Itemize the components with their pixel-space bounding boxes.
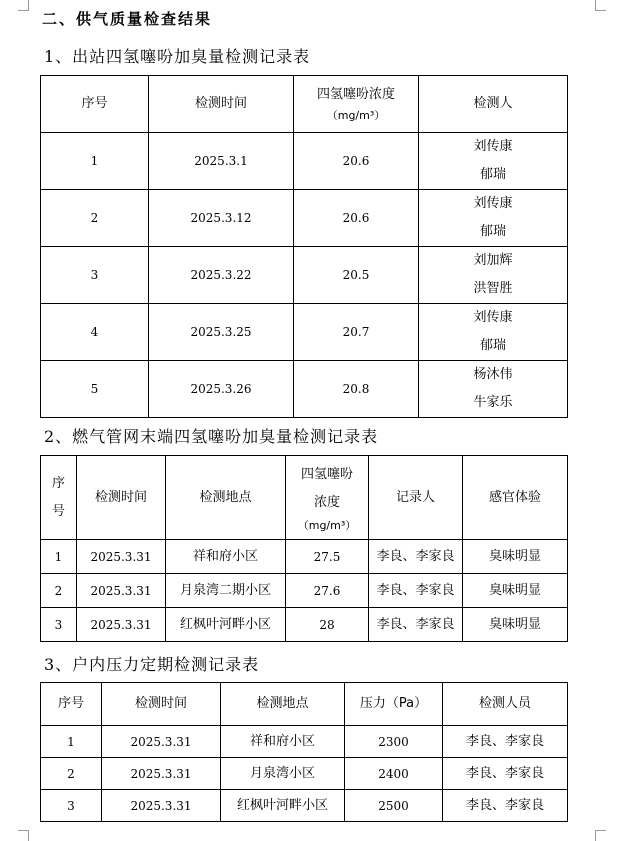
table2-cell-place: 祥和府小区 bbox=[166, 540, 286, 574]
table2-cell-time: 2025.3.31 bbox=[77, 608, 166, 642]
table1-cell-person bbox=[419, 361, 568, 418]
table2-header-no-2: 号 bbox=[51, 503, 65, 519]
corner-mark-bottom-right bbox=[595, 830, 606, 841]
table1-person-1: 刘传康 bbox=[473, 310, 513, 325]
table1-header-time: 检测时间 bbox=[149, 76, 294, 133]
table1-cell-person bbox=[419, 304, 568, 361]
table1-cell-conc: 20.8 bbox=[294, 361, 419, 418]
table3-cell-time: 2025.3.31 bbox=[102, 758, 221, 790]
table1-cell-person bbox=[419, 190, 568, 247]
table2-header-recorder: 记录人 bbox=[369, 456, 463, 540]
table2-header-time: 检测时间 bbox=[77, 456, 166, 540]
table1-header-person: 检测人 bbox=[419, 76, 568, 133]
table-row bbox=[41, 190, 568, 247]
table2-header-conc bbox=[286, 456, 369, 540]
table2-title: 2、燃气管网末端四氢噻吩加臭量检测记录表 bbox=[44, 427, 379, 446]
table1-cell-conc: 20.7 bbox=[294, 304, 419, 361]
table-row bbox=[41, 247, 568, 304]
table2-cell-place: 月泉湾二期小区 bbox=[166, 574, 286, 608]
table1-person-2: 郁瑞 bbox=[479, 224, 506, 239]
table1-cell-person bbox=[419, 247, 568, 304]
table1-cell-no: 3 bbox=[41, 247, 149, 304]
table2-cell-sense: 臭味明显 bbox=[463, 540, 568, 574]
table3-cell-place: 祥和府小区 bbox=[221, 726, 345, 758]
table1-header-row bbox=[41, 76, 568, 133]
table2-cell-no: 1 bbox=[41, 540, 77, 574]
table1-cell-time: 2025.3.22 bbox=[149, 247, 294, 304]
table2-cell-conc: 28 bbox=[286, 608, 369, 642]
table3-cell-no: 3 bbox=[41, 790, 102, 822]
table-row bbox=[41, 361, 568, 418]
table1-cell-conc: 20.5 bbox=[294, 247, 419, 304]
table3-title: 3、户内压力定期检测记录表 bbox=[44, 655, 260, 674]
table3-cell-pressure: 2400 bbox=[345, 758, 443, 790]
table2-header-row bbox=[41, 456, 568, 540]
table2-cell-conc: 27.5 bbox=[286, 540, 369, 574]
table3-cell-place: 月泉湾小区 bbox=[221, 758, 345, 790]
section-title: 二、供气质量检查结果 bbox=[42, 10, 213, 28]
table-row bbox=[41, 574, 568, 608]
table3-header-no: 序号 bbox=[41, 683, 102, 726]
table2-cell-no: 3 bbox=[41, 608, 77, 642]
corner-mark-bottom-left bbox=[18, 830, 29, 841]
table1-cell-no: 5 bbox=[41, 361, 149, 418]
table1-person-2: 郁瑞 bbox=[479, 338, 506, 353]
table2-header-conc-2: 浓度 bbox=[313, 494, 340, 510]
table1-person-1: 刘传康 bbox=[473, 139, 513, 154]
table3-header-row bbox=[41, 683, 568, 726]
table-row bbox=[41, 758, 568, 790]
table3-cell-time: 2025.3.31 bbox=[102, 790, 221, 822]
table3-cell-person: 李良、李家良 bbox=[443, 726, 568, 758]
table3-cell-place: 红枫叶河畔小区 bbox=[221, 790, 345, 822]
table1 bbox=[40, 75, 568, 418]
table2-header-conc-unit: （mg/m³） bbox=[297, 518, 357, 532]
table-row bbox=[41, 304, 568, 361]
table2-cell-recorder: 李良、李家良 bbox=[369, 540, 463, 574]
table2-cell-place: 红枫叶河畔小区 bbox=[166, 608, 286, 642]
table3-cell-person: 李良、李家良 bbox=[443, 790, 568, 822]
table2-cell-time: 2025.3.31 bbox=[77, 540, 166, 574]
table2-header-conc-1: 四氢噻吩 bbox=[300, 466, 353, 482]
table1-cell-conc: 20.6 bbox=[294, 133, 419, 190]
table1-header-no: 序号 bbox=[41, 76, 149, 133]
table3-cell-person: 李良、李家良 bbox=[443, 758, 568, 790]
table2-header-place: 检测地点 bbox=[166, 456, 286, 540]
table1-person-2: 郁瑞 bbox=[479, 167, 506, 182]
table1-cell-no: 1 bbox=[41, 133, 149, 190]
table1-person-2: 洪智胜 bbox=[473, 281, 513, 296]
table-row bbox=[41, 726, 568, 758]
table1-cell-time: 2025.3.1 bbox=[149, 133, 294, 190]
table-row bbox=[41, 608, 568, 642]
table2-cell-sense: 臭味明显 bbox=[463, 608, 568, 642]
table3-header-pressure: 压力（Pa） bbox=[345, 683, 443, 726]
table1-cell-time: 2025.3.25 bbox=[149, 304, 294, 361]
table2 bbox=[40, 455, 568, 642]
table2-header-no bbox=[41, 456, 77, 540]
corner-mark-top-right bbox=[595, 0, 606, 11]
table1-title: 1、出站四氢噻吩加臭量检测记录表 bbox=[44, 47, 311, 66]
table-row bbox=[41, 540, 568, 574]
table3-header-place: 检测地点 bbox=[221, 683, 345, 726]
table3-header-person: 检测人员 bbox=[443, 683, 568, 726]
table1-cell-person bbox=[419, 133, 568, 190]
table1-cell-no: 2 bbox=[41, 190, 149, 247]
table1-cell-conc: 20.6 bbox=[294, 190, 419, 247]
table-row bbox=[41, 133, 568, 190]
table2-header-no-1: 序 bbox=[51, 475, 65, 491]
table1-header-conc-label: 四氢噻吩浓度 bbox=[316, 87, 395, 102]
table2-cell-no: 2 bbox=[41, 574, 77, 608]
corner-mark-top-left bbox=[18, 0, 29, 11]
table1-person-1: 杨沐伟 bbox=[473, 367, 513, 382]
table1-cell-no: 4 bbox=[41, 304, 149, 361]
table3-cell-pressure: 2300 bbox=[345, 726, 443, 758]
table2-header-sense: 感官体验 bbox=[463, 456, 568, 540]
table2-cell-recorder: 李良、李家良 bbox=[369, 608, 463, 642]
table3 bbox=[40, 682, 568, 822]
table2-cell-recorder: 李良、李家良 bbox=[369, 574, 463, 608]
table1-header-conc-unit: （mg/m³） bbox=[326, 109, 386, 122]
table3-cell-no: 2 bbox=[41, 758, 102, 790]
table1-cell-time: 2025.3.26 bbox=[149, 361, 294, 418]
table1-person-2: 牛家乐 bbox=[473, 395, 513, 410]
table3-cell-time: 2025.3.31 bbox=[102, 726, 221, 758]
table3-cell-no: 1 bbox=[41, 726, 102, 758]
table-row bbox=[41, 790, 568, 822]
table1-person-1: 刘传康 bbox=[473, 196, 513, 211]
table2-cell-conc: 27.6 bbox=[286, 574, 369, 608]
table3-header-time: 检测时间 bbox=[102, 683, 221, 726]
table1-cell-time: 2025.3.12 bbox=[149, 190, 294, 247]
table3-cell-pressure: 2500 bbox=[345, 790, 443, 822]
table1-person-1: 刘加辉 bbox=[473, 253, 513, 268]
table1-header-conc bbox=[294, 76, 419, 133]
table2-cell-time: 2025.3.31 bbox=[77, 574, 166, 608]
table2-cell-sense: 臭味明显 bbox=[463, 574, 568, 608]
